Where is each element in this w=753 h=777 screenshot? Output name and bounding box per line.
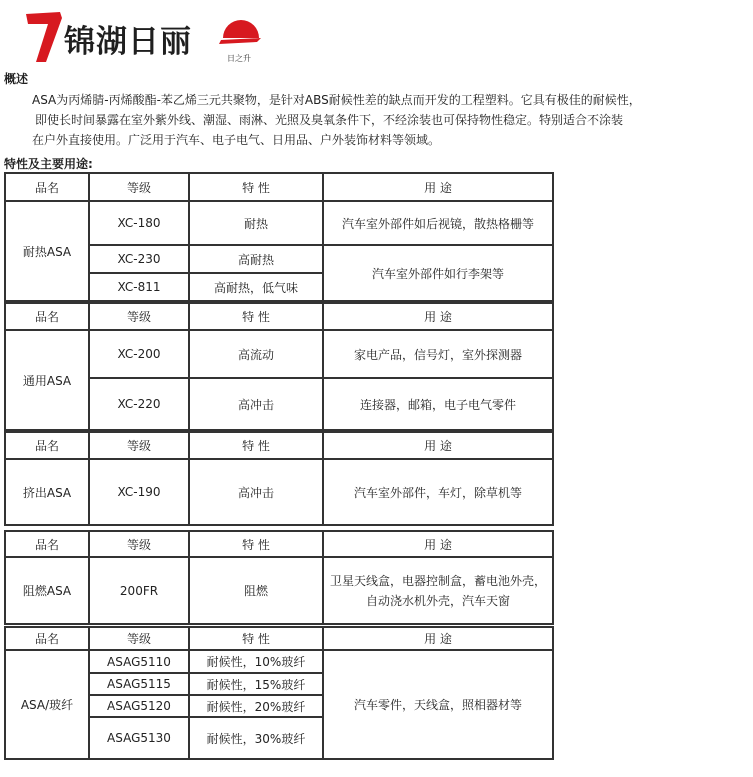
features-heading: 特性及主要用途: bbox=[4, 157, 93, 171]
usage-cell bbox=[323, 557, 553, 624]
table-header-row bbox=[5, 303, 553, 330]
col-usage-header: 用 途 bbox=[323, 627, 553, 650]
col-usage-header: 用 途 bbox=[323, 531, 553, 557]
table-row bbox=[5, 650, 553, 673]
feature-cell: 耐候性，20%玻纤 bbox=[189, 695, 323, 717]
col-grade-header: 等级 bbox=[89, 432, 189, 459]
grade-cell: XC-180 bbox=[89, 201, 189, 245]
table-header-row bbox=[5, 627, 553, 650]
table-extrusion bbox=[4, 431, 554, 526]
intro-line-1: ASA为丙烯腈-丙烯酸酯-苯乙烯三元共聚物，是针对ABS耐候性差的缺点而开发的工程塑料。它具有极佳的耐候性， bbox=[32, 93, 641, 107]
grade-cell: XC-811 bbox=[89, 273, 189, 301]
logo-subtitle: 日之升 bbox=[227, 54, 251, 63]
product-name: 阻燃ASA bbox=[5, 557, 89, 624]
col-feature-header: 特 性 bbox=[189, 432, 323, 459]
col-usage-header: 用 途 bbox=[323, 432, 553, 459]
usage-line-1: 卫星天线盒，电器控制盒，蓄电池外壳， bbox=[329, 573, 546, 588]
col-grade-header: 等级 bbox=[89, 627, 189, 650]
intro-line-2: 即使长时间暴露在室外紫外线、潮湿、雨淋、光照及臭氧条件下，不经涂装也可保持物性稳定。特别适合不涂装 bbox=[35, 113, 624, 127]
usage-line-2: 自动浇水机外壳，汽车天窗 bbox=[365, 593, 510, 608]
grade-cell: ASAG5110 bbox=[89, 650, 189, 673]
table-row bbox=[5, 330, 553, 378]
usage-cell: 连接器，邮箱，电子电气零件 bbox=[323, 378, 553, 430]
grade-cell: XC-200 bbox=[89, 330, 189, 378]
grade-cell: ASAG5130 bbox=[89, 717, 189, 759]
logo-seven-mark bbox=[24, 6, 64, 64]
intro-paragraph bbox=[32, 90, 692, 150]
col-name-header: 品名 bbox=[5, 173, 89, 201]
col-feature-header: 特 性 bbox=[189, 303, 323, 330]
table-row bbox=[5, 201, 553, 245]
product-name: 挤出ASA bbox=[5, 459, 89, 525]
feature-cell: 高流动 bbox=[189, 330, 323, 378]
grade-cell: 200FR bbox=[89, 557, 189, 624]
feature-cell: 耐热 bbox=[189, 201, 323, 245]
table-row bbox=[5, 459, 553, 525]
grade-cell: XC-220 bbox=[89, 378, 189, 430]
col-name-header: 品名 bbox=[5, 627, 89, 650]
col-grade-header: 等级 bbox=[89, 531, 189, 557]
company-logo bbox=[24, 6, 264, 64]
product-name: 耐热ASA bbox=[5, 201, 89, 301]
col-usage-header: 用 途 bbox=[323, 173, 553, 201]
col-feature-header: 特 性 bbox=[189, 627, 323, 650]
feature-cell: 耐候性，30%玻纤 bbox=[189, 717, 323, 759]
usage-cell: 汽车零件，天线盒，照相器材等 bbox=[323, 650, 553, 759]
grade-cell: ASAG5120 bbox=[89, 695, 189, 717]
feature-cell: 高耐热，低气味 bbox=[189, 273, 323, 301]
feature-cell: 高耐热 bbox=[189, 245, 323, 273]
col-name-header: 品名 bbox=[5, 303, 89, 330]
table-header-row bbox=[5, 173, 553, 201]
logo-text: 锦湖日丽 bbox=[64, 24, 192, 60]
grade-cell: XC-190 bbox=[89, 459, 189, 525]
product-name: 通用ASA bbox=[5, 330, 89, 430]
table-header-row bbox=[5, 432, 553, 459]
usage-cell: 汽车室外部件如后视镜，散热格栅等 bbox=[323, 201, 553, 245]
col-feature-header: 特 性 bbox=[189, 531, 323, 557]
col-grade-header: 等级 bbox=[89, 303, 189, 330]
logo-sun-icon bbox=[217, 8, 265, 52]
grade-cell: ASAG5115 bbox=[89, 673, 189, 695]
table-flame-retardant bbox=[4, 530, 554, 625]
usage-cell: 家电产品，信号灯，室外探测器 bbox=[323, 330, 553, 378]
feature-cell: 阻燃 bbox=[189, 557, 323, 624]
col-name-header: 品名 bbox=[5, 432, 89, 459]
col-feature-header: 特 性 bbox=[189, 173, 323, 201]
feature-cell: 高冲击 bbox=[189, 378, 323, 430]
col-name-header: 品名 bbox=[5, 531, 89, 557]
table-general bbox=[4, 302, 554, 431]
col-grade-header: 等级 bbox=[89, 173, 189, 201]
intro-line-3: 在户外直接使用。广泛用于汽车、电子电气、日用品、户外装饰材料等领域。 bbox=[32, 133, 441, 147]
overview-heading: 概述 bbox=[4, 72, 29, 86]
table-header-row bbox=[5, 531, 553, 557]
feature-cell: 耐候性，10%玻纤 bbox=[189, 650, 323, 673]
product-name: ASA/玻纤 bbox=[5, 650, 89, 759]
feature-cell: 高冲击 bbox=[189, 459, 323, 525]
usage-cell: 汽车室外部件如行李架等 bbox=[323, 245, 553, 301]
grade-cell: XC-230 bbox=[89, 245, 189, 273]
feature-cell: 耐候性，15%玻纤 bbox=[189, 673, 323, 695]
usage-cell: 汽车室外部件，车灯，除草机等 bbox=[323, 459, 553, 525]
table-glass-fiber bbox=[4, 626, 554, 760]
table-heat-resistant bbox=[4, 172, 554, 302]
table-row bbox=[5, 557, 553, 624]
col-usage-header: 用 途 bbox=[323, 303, 553, 330]
